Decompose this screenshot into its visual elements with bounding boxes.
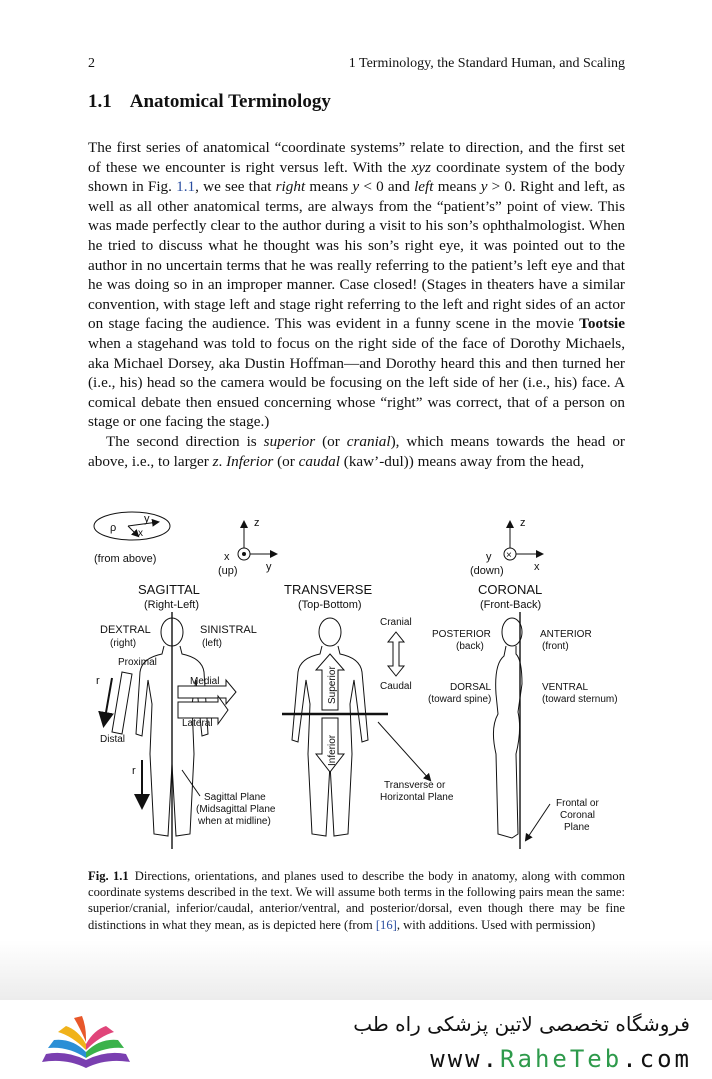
svg-text:(left): (left) xyxy=(202,638,222,649)
svg-text:Superior: Superior xyxy=(327,666,338,704)
svg-text:ANTERIOR: ANTERIOR xyxy=(540,629,592,640)
citation-link[interactable]: [16] xyxy=(375,917,397,932)
paragraph-1: The first series of anatomical “coordinate systems” relate to direction, and the first set of these we encounter is right versus left. With the xyz coordinate system of the body shown in Fig. 1.1, we see that right means y < 0 and left means y > 0. Right and left, as well as all other anatomical terms, are always from the “patient’s” point of view. This was made perfectly clear to the author during a visit to his son’s ophthalmologist. When he tried to discuss what he thought was his son’s right eye, it was pointed out to the author in no uncertain terms that he was really referring to the patient’s left eye and that he was doing so in an improper manner. Case closed! (Stages in theaters have a similar convention, with stage left and stage right referring to the left and right sides of an actor on stage facing the audience. This was evident in a funny scene in the movie Tootsie when a stagehand was told to focus on the right side of the face of Dorothy Michaels, aka Michael Dorsey, aka Dustin Hoffman—and Dorothy heard this and then turned her (i.e., his) head so the camera would be focusing on the left side of her (i.e., his) face. A comical debate then ensued concerning whose “right” was correct, that of a person on stage or one facing the stage.) xyxy=(88,139,626,431)
coronal-title: CORONAL xyxy=(478,582,543,597)
running-title: 1 Terminology, the Standard Human, and Scaling xyxy=(348,56,625,71)
coronal-body-figure xyxy=(493,612,522,849)
svg-text:y: y xyxy=(144,513,150,525)
svg-text:x: x xyxy=(138,528,143,539)
section-title: Anatomical Terminology xyxy=(129,91,331,112)
page-number: 2 xyxy=(88,56,95,71)
svg-text:(Midsagittal Plane: (Midsagittal Plane xyxy=(196,804,276,815)
svg-text:x: x xyxy=(224,551,230,563)
svg-text:(front): (front) xyxy=(542,641,569,652)
coronal-axis-icon xyxy=(470,517,542,577)
svg-text:Coronal: Coronal xyxy=(560,810,596,821)
svg-text:(Front-Back): (Front-Back) xyxy=(480,599,542,611)
svg-text:DORSAL: DORSAL xyxy=(450,682,492,693)
svg-text:Transverse or: Transverse or xyxy=(384,780,446,791)
svg-text:Lateral: Lateral xyxy=(182,718,213,729)
svg-text:ρ: ρ xyxy=(110,522,117,534)
svg-text:DEXTRAL: DEXTRAL xyxy=(100,624,151,636)
svg-text:r: r xyxy=(96,675,100,687)
svg-text:Proximal: Proximal xyxy=(118,657,157,668)
svg-text:r: r xyxy=(132,765,136,777)
body-text xyxy=(88,138,625,471)
svg-text:Frontal or: Frontal or xyxy=(556,798,599,809)
section-heading xyxy=(88,91,331,113)
svg-text:y: y xyxy=(266,561,272,573)
svg-text:Cranial: Cranial xyxy=(380,617,412,628)
store-footer xyxy=(0,1000,712,1079)
sagittal-axis-icon xyxy=(218,517,276,577)
svg-text:(toward spine): (toward spine) xyxy=(428,694,492,705)
svg-text:Distal: Distal xyxy=(100,734,126,745)
svg-text:z: z xyxy=(520,517,526,529)
svg-text:VENTRAL: VENTRAL xyxy=(542,682,589,693)
svg-text:z: z xyxy=(254,517,260,529)
anatomy-figure xyxy=(86,504,626,849)
caption-label: Fig. 1.1 xyxy=(88,869,129,883)
svg-text:y: y xyxy=(486,551,492,563)
svg-text:Sagittal Plane: Sagittal Plane xyxy=(204,792,266,803)
svg-text:×: × xyxy=(506,550,512,561)
svg-text:(Top-Bottom): (Top-Bottom) xyxy=(298,599,362,611)
svg-text:POSTERIOR: POSTERIOR xyxy=(432,629,491,640)
svg-text:SINISTRAL: SINISTRAL xyxy=(200,624,257,636)
svg-text:Horizontal Plane: Horizontal Plane xyxy=(380,792,454,803)
svg-text:when at midline): when at midline) xyxy=(198,816,271,827)
svg-text:(back): (back) xyxy=(456,641,484,652)
svg-text:Medial: Medial xyxy=(190,676,220,687)
top-view-diagram xyxy=(94,512,170,565)
svg-text:Caudal: Caudal xyxy=(380,681,412,692)
section-number: 1.1 xyxy=(88,91,112,112)
transverse-title: TRANSVERSE xyxy=(284,582,373,597)
svg-text:(down): (down) xyxy=(470,565,504,577)
store-name: فروشگاه تخصصی لاتین پزشکی راه طب xyxy=(353,1012,690,1036)
svg-text:(toward sternum): (toward sternum) xyxy=(542,694,618,705)
figure-ref-link[interactable]: 1.1 xyxy=(176,178,196,196)
svg-text:x: x xyxy=(534,561,540,573)
svg-text:(right): (right) xyxy=(110,638,137,649)
from-above-label: (from above) xyxy=(94,553,157,565)
svg-text:Inferior: Inferior xyxy=(327,734,338,766)
store-url-link[interactable]: www.RaheTeb.com xyxy=(430,1045,692,1073)
figure-caption: Fig. 1.1 Directions, orientations, and planes used to describe the body in anatomy, along with common coordinate systems described in the text. We will assume both terms in the following pairs mean the same: superior/cranial, inferior/caudal, anterior/ventral, and posterior/dorsal, even though there may be fine distinctions in what they mean, as is depicted here (from [16], with additions. Used with permission) xyxy=(88,869,625,932)
running-header xyxy=(88,56,625,76)
svg-text:Plane: Plane xyxy=(564,822,590,833)
open-book-logo-icon xyxy=(36,1010,136,1072)
svg-text:(Right-Left): (Right-Left) xyxy=(144,599,200,611)
paragraph-2: The second direction is superior (or cranial), which means towards the head or above, i.e., to larger z. Inferior (or caudal (kaw’-dul)) means away from the head, xyxy=(88,432,625,470)
sagittal-title: SAGITTAL xyxy=(138,582,200,597)
svg-text:(up): (up) xyxy=(218,565,238,577)
